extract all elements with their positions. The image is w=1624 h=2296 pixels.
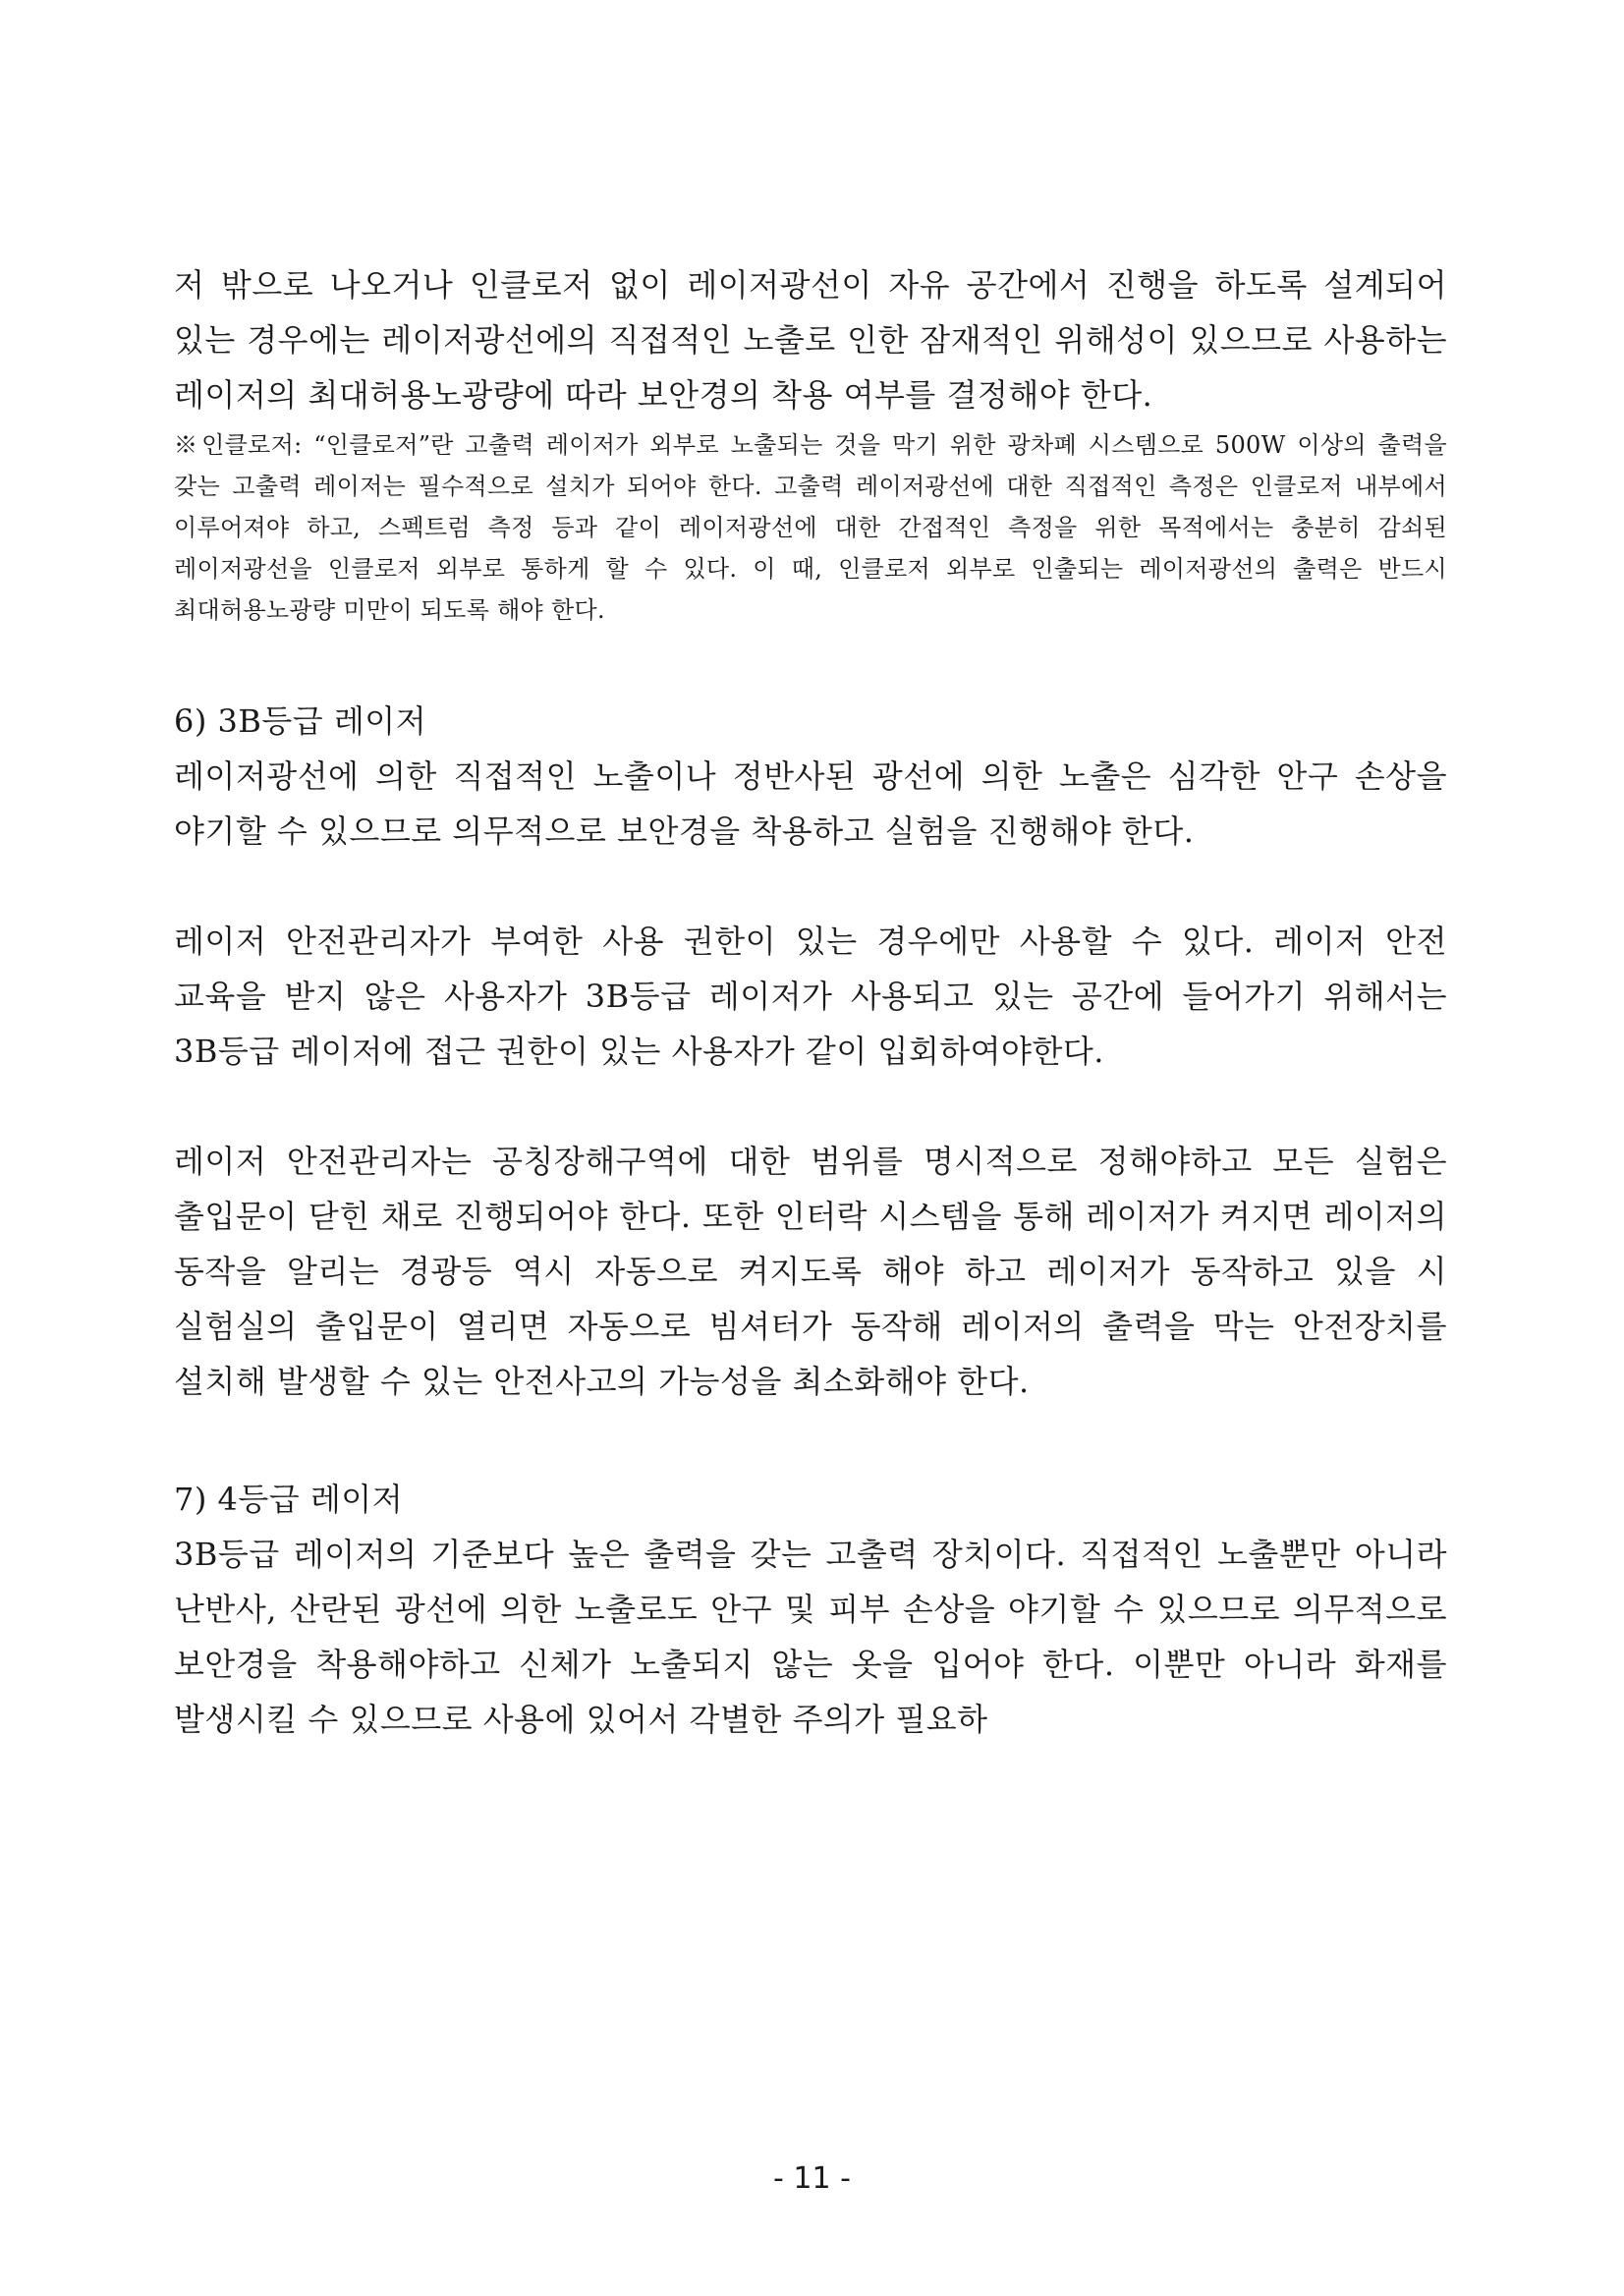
section-7-paragraph-1: 3B등급 레이저의 기준보다 높은 출력을 갖는 고출력 장치이다. 직접적인 노출뿐만 아니라 난반사, 산란된 광선에 의한 노출로도 안구 및 피부 손상을 야기할 수 있으므로 의무적으로 보안경을 착용해야하고 신체가 노출되지 않는 옷을 입어야 한다. 이뿐만 아니라 화재를 발생시킬 수 있으므로 사용에 있어서 각별한 주의가 필요하 [174, 1536, 1447, 1738]
section-6-heading: 6) 3B등급 레이저 [174, 702, 427, 740]
page-number: - 11 - [773, 2161, 851, 2196]
continuation-paragraph: 저 밖으로 나오거나 인클로저 없이 레이저광선이 자유 공간에서 진행을 하도록 설계되어 있는 경우에는 레이저광선에의 직접적인 노출로 인한 잠재적인 위해성이 있으므로 사용하는 레이저의 최대허용노광량에 따라 보안경의 착용 여부를 결정해야 한다. [174, 266, 1447, 414]
page-content [174, 257, 1447, 1747]
enclosure-footnote: ※인클로저: “인클로저”란 고출력 레이저가 외부로 노출되는 것을 막기 위한 광차폐 시스템으로 500W 이상의 출력을 갖는 고출력 레이저는 필수적으로 설치가 되어야 한다. 고출력 레이저광선에 대한 직접적인 측정은 인클로저 내부에서 이루어져야 하고, 스펙트럼 측정 등과 같이 레이저광선에 대한 간접적인 측정을 위한 목적에서는 충분히 감쇠된 레이저광선을 인클로저 외부로 통하게 할 수 있다. 이 때, 인클로저 외부로 인출되는 레이저광선의 출력은 반드시 최대허용노광량 미만이 되도록 해야 한다. [174, 431, 1447, 624]
section-7-heading: 7) 4등급 레이저 [174, 1481, 404, 1518]
section-6-paragraph-3: 레이저 안전관리자는 공칭장해구역에 대한 범위를 명시적으로 정해야하고 모든 실험은 출입문이 닫힌 채로 진행되어야 한다. 또한 인터락 시스템을 통해 레이저가 켜지면 레이저의 동작을 알리는 경광등 역시 자동으로 켜지도록 해야 하고 레이저가 동작하고 있을 시 실험실의 출입문이 열리면 자동으로 빔셔터가 동작해 레이저의 출력을 막는 안전장치를 설치해 발생할 수 있는 안전사고의 가능성을 최소화해야 한다. [174, 1143, 1447, 1400]
section-6-paragraph-1: 레이저광선에 의한 직접적인 노출이나 정반사된 광선에 의한 노출은 심각한 안구 손상을 야기할 수 있으므로 의무적으로 보안경을 착용하고 실험을 진행해야 한다. [174, 757, 1447, 850]
section-6-paragraph-2: 레이저 안전관리자가 부여한 사용 권한이 있는 경우에만 사용할 수 있다. 레이저 안전 교육을 받지 않은 사용자가 3B등급 레이저가 사용되고 있는 공간에 들어가기 위해서는 3B등급 레이저에 접근 권한이 있는 사용자가 같이 입회하여야한다. [174, 923, 1447, 1070]
